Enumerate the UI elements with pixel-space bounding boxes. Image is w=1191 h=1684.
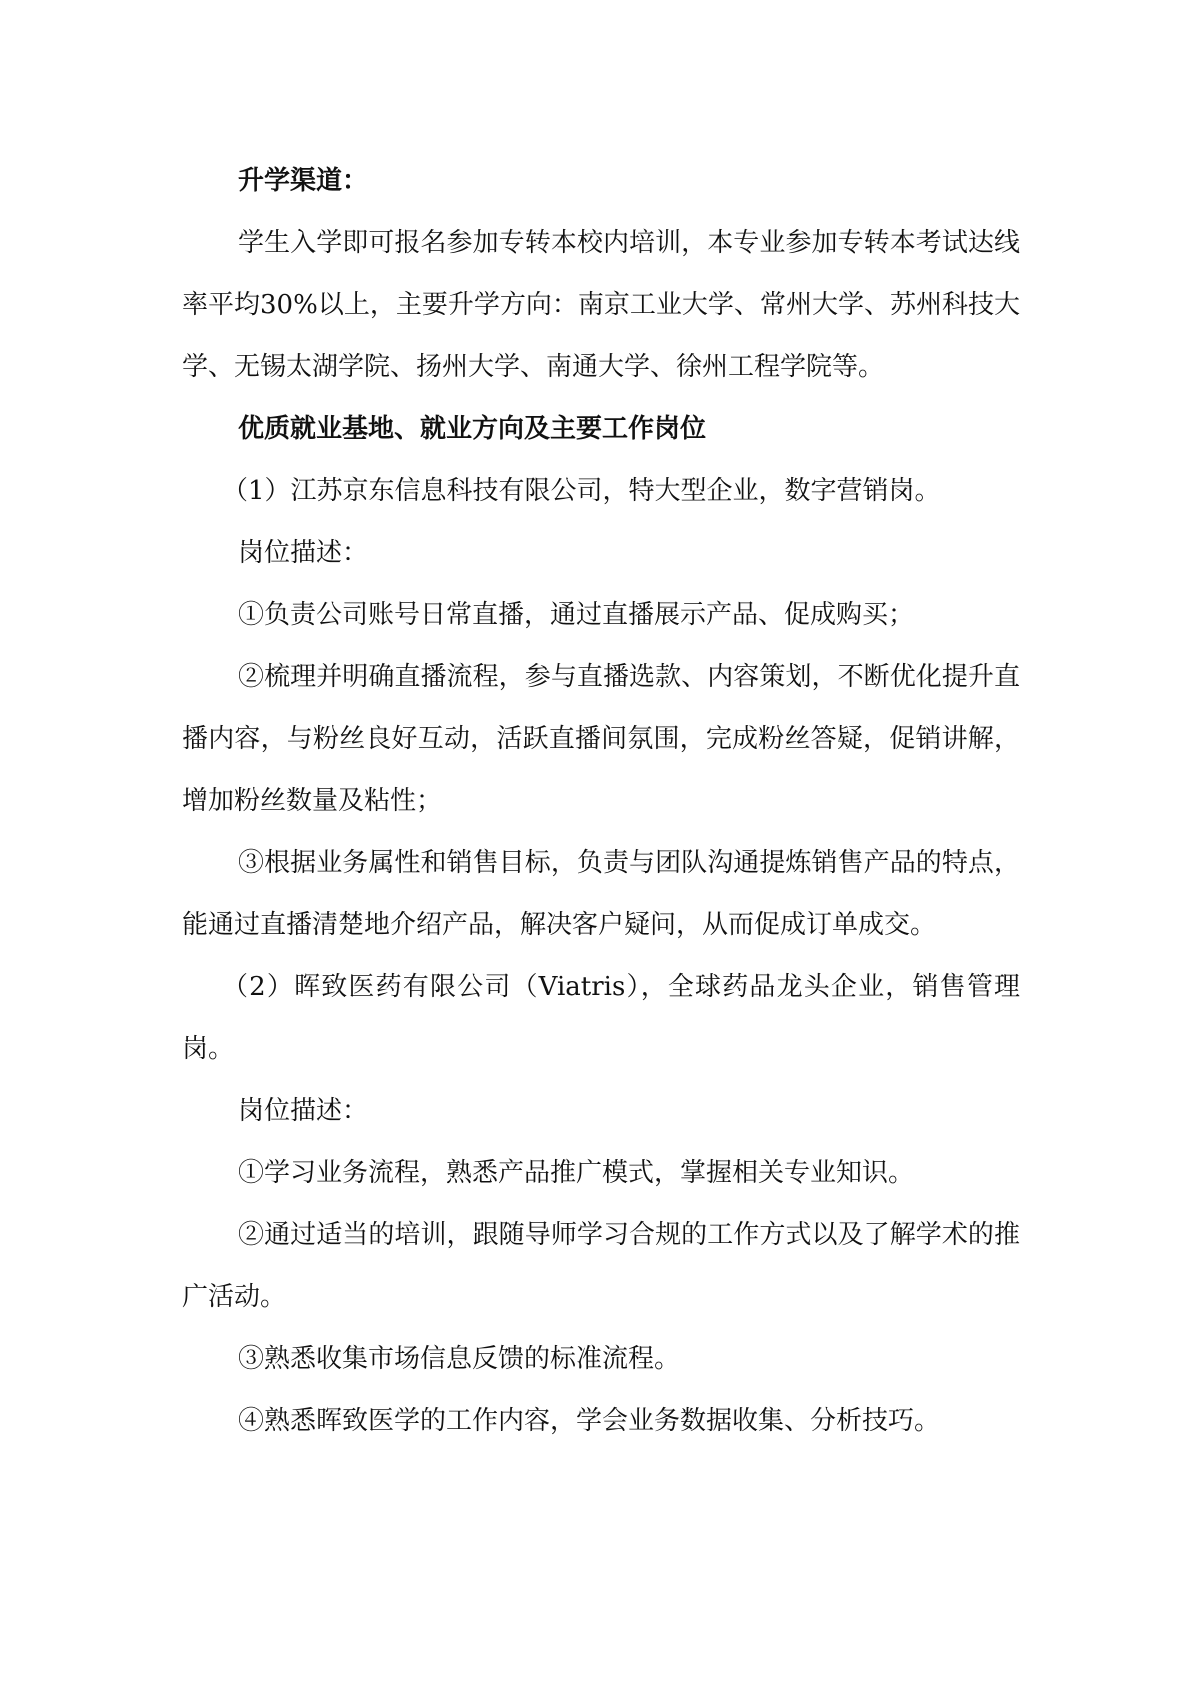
heading-further-study: 升学渠道： (238, 166, 369, 196)
further-study-paragraph: 学生入学即可报名参加专转本校内培训，本专业参加专转本考试达线率平均30%以上，主要升学方向：南京工业大学、常州大学、苏州科技大学、无锡太湖学院、扬州大学、南通大学、徐州工程学院等。 (182, 228, 1020, 382)
company-2-duty-3: ③熟悉收集市场信息反馈的标准流程。 (238, 1344, 681, 1374)
company-2-duty-2: ②通过适当的培训，跟随导师学习合规的工作方式以及了解学术的推广活动。 (182, 1220, 1020, 1312)
job-description-label-2: 岗位描述： (238, 1096, 369, 1126)
company-1-duty-3: ③根据业务属性和销售目标，负责与团队沟通提炼销售产品的特点，能通过直播清楚地介绍产品，解决客户疑问，从而促成订单成交。 (182, 848, 1020, 940)
company-1-duty-2: ②梳理并明确直播流程，参与直播选款、内容策划，不断优化提升直播内容，与粉丝良好互动，活跃直播间氛围，完成粉丝答疑，促销讲解，增加粉丝数量及粘性； (182, 662, 1020, 816)
job-description-label-1: 岗位描述： (238, 538, 369, 568)
document-page (182, 150, 1020, 1452)
company-2: （2）晖致医药有限公司（Viatris），全球药品龙头企业，销售管理岗。 (182, 972, 1020, 1064)
company-2-duty-4: ④熟悉晖致医学的工作内容，学会业务数据收集、分析技巧。 (238, 1406, 941, 1436)
company-2-duty-1: ①学习业务流程，熟悉产品推广模式，掌握相关专业知识。 (238, 1158, 915, 1188)
company-1: （1）江苏京东信息科技有限公司，特大型企业，数字营销岗。 (222, 476, 941, 506)
company-1-duty-1: ①负责公司账号日常直播，通过直播展示产品、促成购买； (238, 600, 915, 630)
heading-employment: 优质就业基地、就业方向及主要工作岗位 (238, 414, 707, 444)
